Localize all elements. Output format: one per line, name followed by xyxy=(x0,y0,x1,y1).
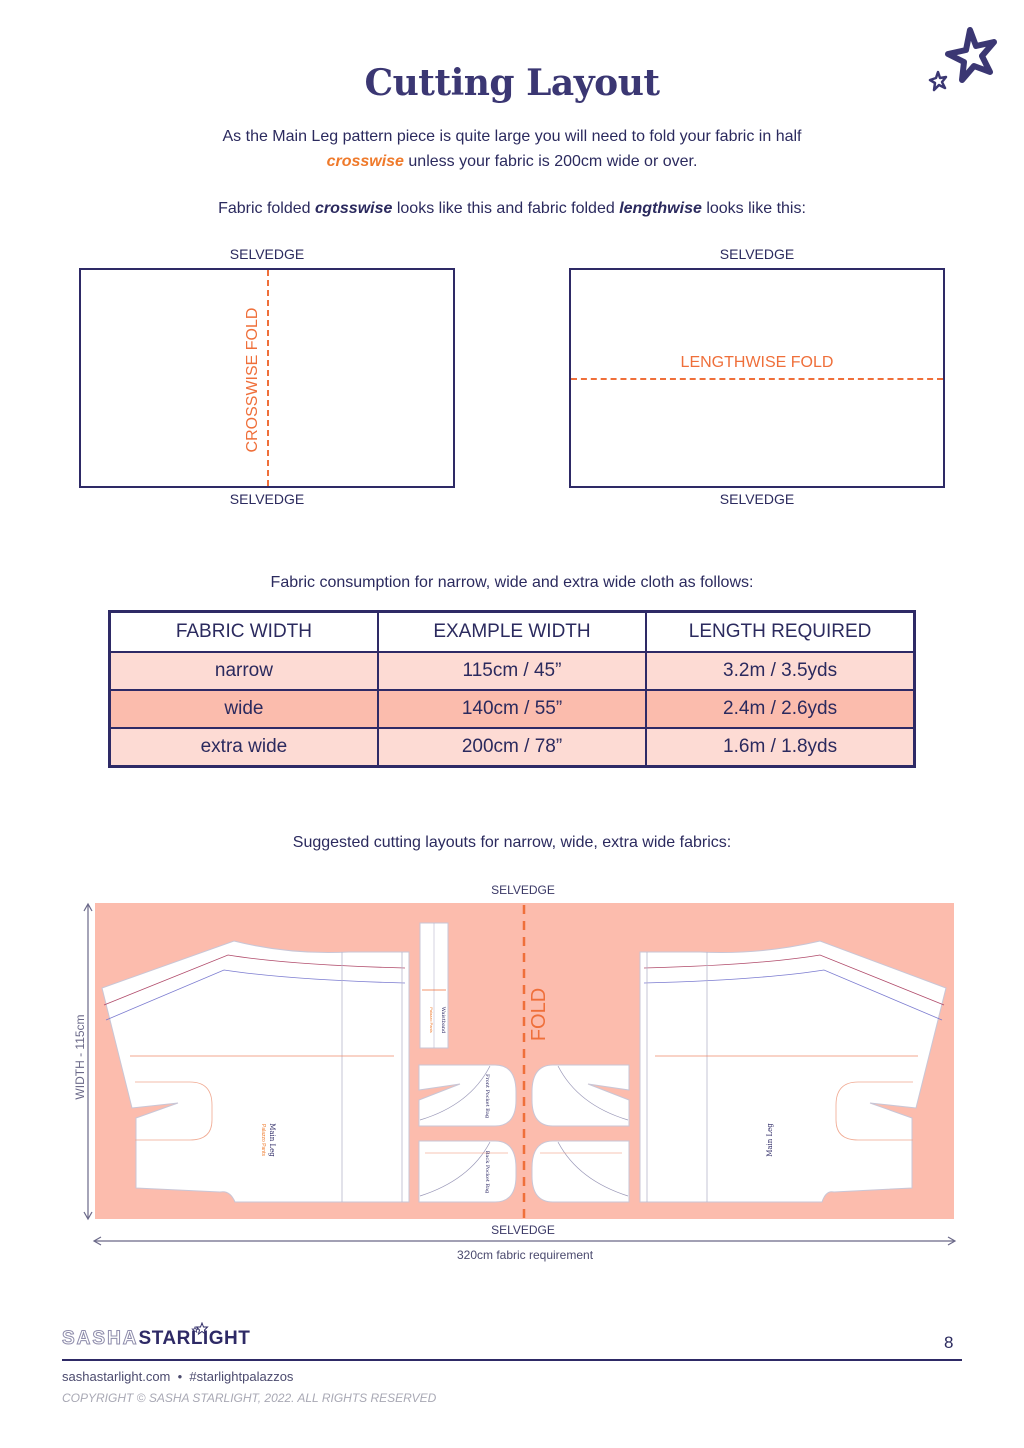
crosswise-bottom-selvedge: SELVEDGE xyxy=(229,491,305,507)
intro-line-2 xyxy=(0,149,1024,174)
cell-fabric-width: wide xyxy=(110,690,378,728)
front-pocket-bag-right xyxy=(532,1065,629,1126)
crosswise-fold-line xyxy=(267,270,269,486)
svg-text:Front Pocket Bag: Front Pocket Bag xyxy=(484,1073,490,1119)
layout-width-label: WIDTH - 115cm xyxy=(73,1014,87,1100)
svg-text:Main Leg: Main Leg xyxy=(766,1123,774,1157)
stars-icon xyxy=(920,24,1000,96)
cutting-layout-diagram xyxy=(60,895,970,1275)
header-length-required: LENGTH REQUIRED xyxy=(646,612,914,653)
cell-fabric-width: extra wide xyxy=(110,728,378,767)
layout-bottom-selvedge: SELVEDGE xyxy=(491,1223,555,1237)
cell-length-required: 2.4m / 2.6yds xyxy=(646,690,914,728)
svg-text:Main Leg: Main Leg xyxy=(268,1123,276,1157)
fold-em-crosswise: crosswise xyxy=(315,200,393,217)
footer-divider xyxy=(62,1359,962,1361)
brand-bold-text: STARLIGHT xyxy=(138,1328,251,1349)
footer-links: sashastarlight.com • #starlightpalazzos xyxy=(62,1369,294,1384)
svg-text:Palazzo Pants: Palazzo Pants xyxy=(260,1124,266,1156)
fold-em-lengthwise: lengthwise xyxy=(619,200,702,217)
table-row xyxy=(110,728,915,767)
intro-paragraph xyxy=(0,124,1024,174)
svg-text:Waistband: Waistband xyxy=(440,1006,446,1034)
layout-top-selvedge: SELVEDGE xyxy=(491,883,555,897)
intro-line-2-rest: unless your fabric is 200cm wide or over. xyxy=(403,153,698,170)
layout-caption: Suggested cutting layouts for narrow, wide, extra wide fabrics: xyxy=(292,834,732,851)
brand-logo xyxy=(62,1328,250,1350)
lengthwise-fabric-diagram xyxy=(569,268,945,488)
header-example-width: EXAMPLE WIDTH xyxy=(378,612,646,653)
consumption-caption: Fabric consumption for narrow, wide and extra wide cloth as follows: xyxy=(270,574,754,591)
footer-copyright: COPYRIGHT © SASHA STARLIGHT, 2022. ALL RIGHTS RESERVED xyxy=(62,1391,437,1405)
crosswise-top-selvedge: SELVEDGE xyxy=(229,246,305,262)
cell-example-width: 140cm / 55” xyxy=(378,690,646,728)
brand-light-text: SASHA xyxy=(62,1328,139,1349)
intro-line-1: As the Main Leg pattern piece is quite large you will need to fold your fabric in half xyxy=(222,128,802,145)
crosswise-fold-label: CROSSWISE FOLD xyxy=(244,307,261,453)
cell-length-required: 3.2m / 3.5yds xyxy=(646,652,914,690)
main-leg-piece-right xyxy=(640,941,946,1202)
page-number: 8 xyxy=(944,1333,954,1352)
lengthwise-fold-label: LENGTHWISE FOLD xyxy=(680,354,834,371)
cell-example-width: 200cm / 78” xyxy=(378,728,646,767)
crosswise-fabric-diagram xyxy=(79,268,455,488)
fold-text-2: looks like this and fabric folded xyxy=(392,200,620,217)
lengthwise-fold-line xyxy=(571,378,943,380)
cell-example-width: 115cm / 45” xyxy=(378,652,646,690)
main-leg-piece-left xyxy=(102,941,409,1202)
brand-stars-icon xyxy=(190,1322,210,1336)
svg-text:Palazzo Pants: Palazzo Pants xyxy=(429,1007,434,1033)
fabric-consumption-table xyxy=(108,610,916,768)
table-header-row xyxy=(110,612,915,653)
layout-fold-label: FOLD xyxy=(528,984,551,1045)
fold-text-1: Fabric folded xyxy=(218,200,315,217)
back-pocket-bag-left xyxy=(419,1141,516,1202)
cell-length-required: 1.6m / 1.8yds xyxy=(646,728,914,767)
crosswise-highlight: crosswise xyxy=(326,153,404,170)
table-row xyxy=(110,652,915,690)
back-pocket-bag-right xyxy=(532,1141,629,1202)
front-pocket-bag-left xyxy=(419,1065,516,1126)
table-row xyxy=(110,690,915,728)
cell-fabric-width: narrow xyxy=(110,652,378,690)
fold-explanation xyxy=(0,200,1024,218)
fold-text-3: looks like this: xyxy=(701,200,806,217)
layout-length-label: 320cm fabric requirement xyxy=(456,1248,594,1262)
svg-text:Back Pocket Bag: Back Pocket Bag xyxy=(484,1150,490,1194)
lengthwise-bottom-selvedge: SELVEDGE xyxy=(719,491,795,507)
header-fabric-width: FABRIC WIDTH xyxy=(110,612,378,653)
page-title: Cutting Layout xyxy=(364,62,660,104)
waistband-piece xyxy=(420,923,448,1048)
lengthwise-top-selvedge: SELVEDGE xyxy=(719,246,795,262)
